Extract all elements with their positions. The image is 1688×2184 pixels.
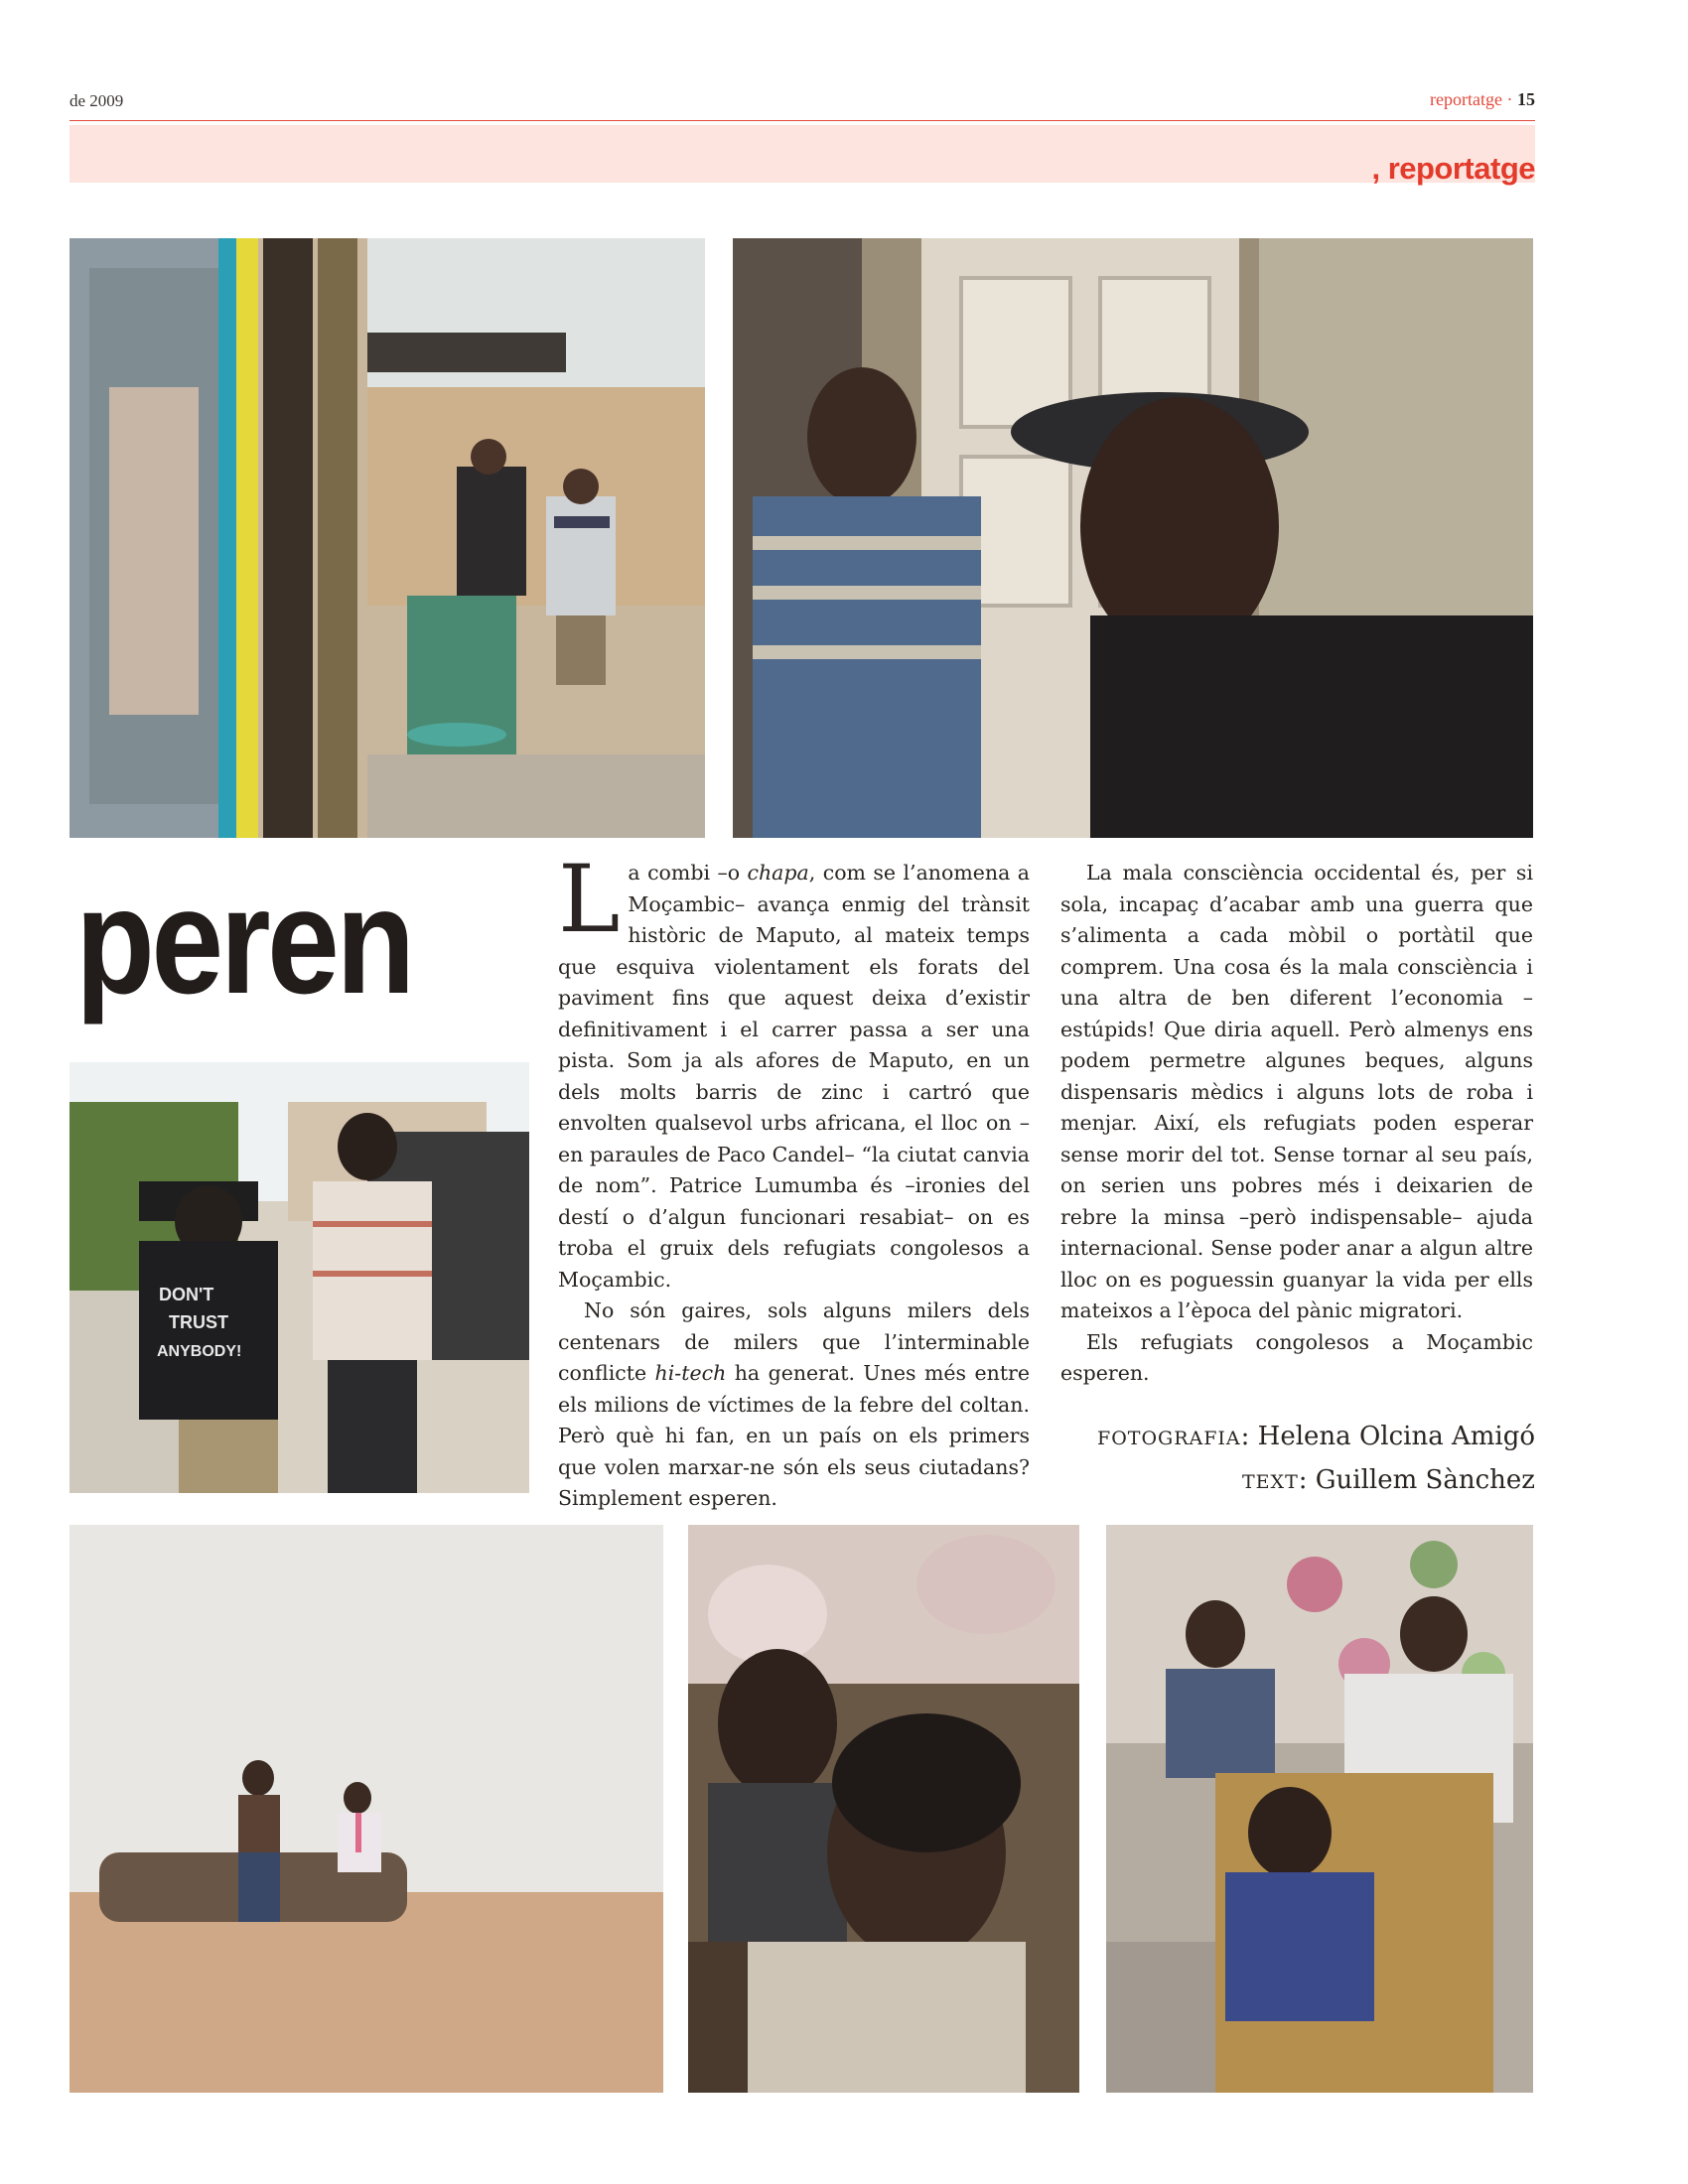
- paragraph-text: a combi –o: [628, 861, 748, 885]
- text-credit-label: TEXT: [1242, 1471, 1299, 1493]
- paragraph-text: , com se l’anomena a Moçambic– avança enmig del trànsit històric de Maputo, al mateix temps que esquiva violentament els forats del paviment fins que aquest deixa d’existir definitivament i el carrer passa a ser una pista. Som ja als afores de Maputo, en un dels molts barris de zinc i cartró que envolten qualsevol urbs africana, el lloc on –en paraules de Paco Candel– “la ciutat canvia de nom”. Patrice Lumumba és –ironies del destí o d’algun funcionari resabiat– on es troba el gruix dels refugiats congolesos a Moçambic.: [558, 861, 1030, 1292]
- photo-street-shop: [70, 238, 705, 838]
- photo-credit-name: : Helena Olcina Amigó: [1240, 1422, 1535, 1451]
- separator: ·: [1506, 89, 1513, 109]
- article-paragraph-2: [558, 1296, 1030, 1515]
- drop-cap: L: [558, 846, 621, 954]
- photo-credit-label: FOTOGRAFIA: [1097, 1428, 1241, 1449]
- section-title: , reportatge: [1371, 151, 1535, 186]
- photo-children-wall: [70, 1525, 663, 2093]
- article-column-2: [1060, 858, 1533, 1390]
- header-band: [70, 125, 1535, 183]
- photo-family-mat: [1106, 1525, 1533, 2093]
- paragraph-text: ha generat. Unes més entre els milions de víctimes de la febre del coltan. Però què hi fan, en un país on els primers que volen marxar-ne són els seus ciutadans? Simplement esperen.: [558, 1361, 1030, 1510]
- article-column-1: [558, 846, 1030, 1515]
- svg-text:DON'T: DON'T: [159, 1285, 214, 1304]
- paragraph-text: No són gaires, sols alguns milers dels centenars de milers que l’interminable conflicte: [558, 1298, 1030, 1385]
- svg-text:ANYBODY!: ANYBODY!: [157, 1343, 242, 1360]
- header-rule: [70, 120, 1535, 121]
- italic-term: chapa: [747, 861, 809, 885]
- photo-credit: [1097, 1416, 1535, 1459]
- italic-term: hi-tech: [654, 1361, 727, 1385]
- text-credit: [1097, 1459, 1535, 1503]
- photo-women-closeup: [688, 1525, 1079, 2093]
- svg-text:TRUST: TRUST: [169, 1312, 228, 1332]
- running-header: [1430, 89, 1535, 110]
- article-paragraph-3: La mala consciència occidental és, per si sola, incapaç d’acabar amb una guerra que s’alimenta a cada mòbil o portàtil que comprem. Una cosa és la mala consciència i una altra de ben diferent l’economia –estúpids! Que diria aquell. Però almenys ens podem permetre algunes beques, alguns dispensaris mèdics i alguns lots de roba i menjar. Així, els refugiats poden esperar sense morir del tot. Sense tornar al seu país, on serien uns pobres més i deixarien de rebre la minsa –però indispensable– ajuda internacional. Sense poder anar a algun altre lloc on es poguessin guanyar la vida per ells mateixos a l’època del pànic migratori.: [1060, 861, 1533, 1322]
- photo-walking-youths: [70, 1062, 529, 1493]
- article-paragraph-1: [558, 846, 1030, 1296]
- credits: [1097, 1416, 1535, 1503]
- section-label: reportatge: [1430, 89, 1502, 109]
- photo-men-at-door: [733, 238, 1533, 838]
- issue-date: de 2009: [70, 91, 124, 110]
- text-credit-name: : Guillem Sànchez: [1298, 1465, 1535, 1495]
- page-number: 15: [1517, 89, 1535, 109]
- article-paragraph-4: Els refugiats congolesos a Moçambic esperen.: [1060, 1329, 1533, 1385]
- headline-fragment: peren: [75, 857, 412, 1025]
